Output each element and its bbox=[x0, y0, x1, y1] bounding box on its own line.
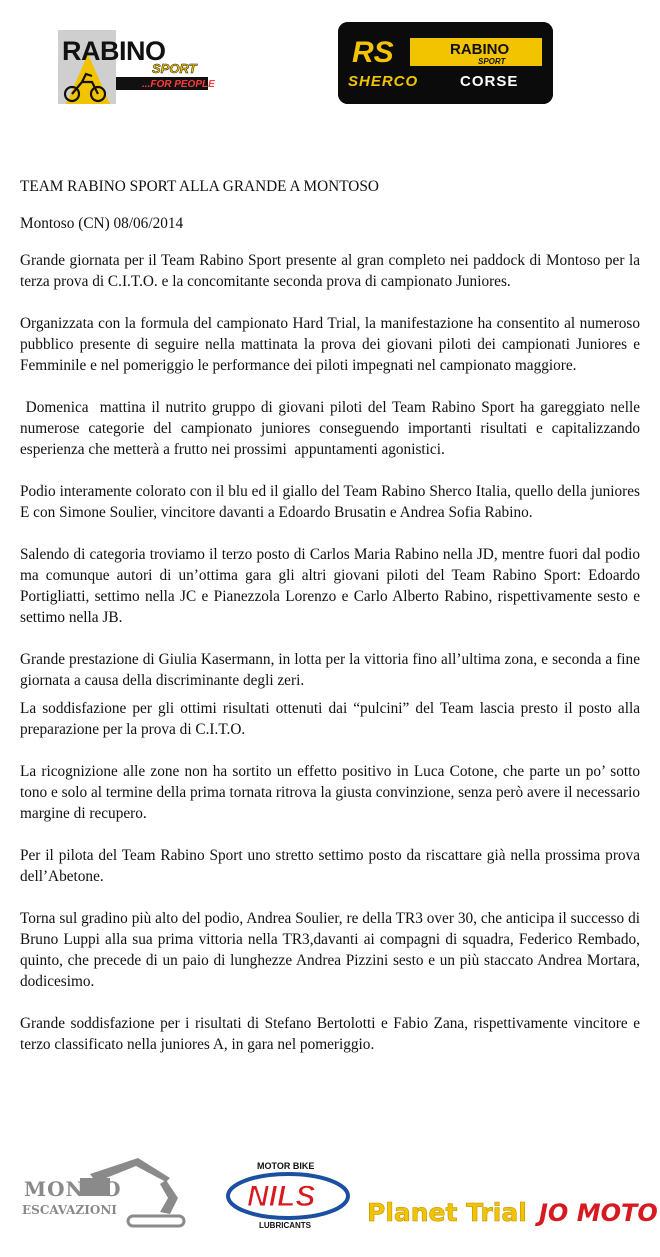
nils-bottom-text: LUBRICANTS bbox=[259, 1221, 311, 1230]
article-dateline: Montoso (CN) 08/06/2014 bbox=[20, 215, 184, 232]
sherco-text: SHERCO bbox=[348, 73, 419, 90]
corse-text: CORSE bbox=[460, 73, 519, 90]
press-release bbox=[20, 176, 644, 1076]
rabino-sherco-corse-logo bbox=[338, 22, 553, 104]
rabino-sport-logo bbox=[58, 24, 218, 106]
mondo-escavazioni-logo bbox=[20, 1152, 190, 1232]
excavator-track bbox=[128, 1216, 184, 1226]
logo-tagline: ...FOR PEOPLE bbox=[142, 79, 215, 90]
paragraph: Per il pilota del Team Rabino Sport uno stretto settimo posto da riscattare già nella prossima prova dell’Abetone. bbox=[20, 847, 640, 885]
planet-trial-text: Planet Trial bbox=[367, 1198, 527, 1227]
paragraph: Grande prestazione di Giulia Kasermann, in lotta per la vittoria fino all’ultima zona, e seconda a fine giornata a causa della discriminante degli zeri. bbox=[20, 651, 640, 689]
paragraph: Grande soddisfazione per i risultati di Stefano Bertolotti e Fabio Zana, rispettivamente vincitore e terzo classificato nella juniores A, in gara nel pomeriggio. bbox=[20, 1015, 640, 1053]
planet-trial-logo bbox=[365, 1188, 527, 1230]
mondo-text: MONDO bbox=[24, 1177, 122, 1201]
jo-moto-text: JO MOTO bbox=[539, 1199, 658, 1227]
paragraph: Organizzata con la formula del campionato Hard Trial, la manifestazione ha consentito al numeroso pubblico presente di seguire nella mattinata la prova dei giovani piloti dei campionati Juniores e Femminile e nel pomeriggio le performance dei piloti impegnati nel campionato maggiore. bbox=[20, 315, 640, 374]
paragraph: Podio interamente colorato con il blu ed il giallo del Team Rabino Sherco Italia, quello della juniores E con Simone Soulier, vincitore davanti a Edoardo Brusatin e Andrea Sofia Rabino. bbox=[20, 483, 640, 521]
rs-mark: RS bbox=[352, 36, 394, 69]
paragraph: Domenica mattina il nutrito gruppo di giovani piloti del Team Rabino Sport ha gareggiato nelle numerose categorie del campionato juniores conseguendo importanti risultati e capitalizzando esperienza che metterà a frutto nei prossimi appuntamenti agonistici. bbox=[20, 399, 644, 458]
nils-top-text: MOTOR BIKE bbox=[257, 1161, 315, 1171]
nils-mark: NILS bbox=[247, 1180, 316, 1213]
nils-lubricants-logo bbox=[225, 1156, 351, 1232]
escavazioni-text: ESCAVAZIONI bbox=[22, 1203, 117, 1217]
logo-sub: SPORT bbox=[152, 61, 197, 76]
paragraph: La ricognizione alle zone non ha sortito un effetto positivo in Luca Cotone, che parte un po’ sotto tono e solo al termine della prima tornata ritrova la giusta convinzione, senza però avere il necessario margine di recupero. bbox=[20, 763, 640, 822]
article-title: TEAM RABINO SPORT ALLA GRANDE A MONTOSO bbox=[20, 178, 379, 195]
jo-moto-logo bbox=[535, 1188, 658, 1230]
paragraph: La soddisfazione per gli ottimi risultati ottenuti dai “pulcini” del Team lascia presto il posto alla preparazione per la prova di C.I.T.O. bbox=[20, 700, 640, 738]
paragraph: Grande giornata per il Team Rabino Sport presente al gran completo nei paddock di Montoso per la terza prova di C.I.T.O. e la concomitante seconda prova di campionato Juniores. bbox=[20, 252, 640, 290]
paragraph: Salendo di categoria troviamo il terzo posto di Carlos Maria Rabino nella JD, mentre fuori dal podio ma comunque autori di un’ottima gara gli altri giovani piloti del Team Rabino Sport: Edoardo Portigliatti, settimo nella JC e Pianezzola Lorenzo e Carlo Alberto Rabino, rispettivamente sesto e settimo nella JB. bbox=[20, 546, 640, 626]
paragraph: Torna sul gradino più alto del podio, Andrea Soulier, re della TR3 over 30, che anticipa il successo di Bruno Luppi alla sua prima vittoria nella TR3,davanti ai compagni di squadra, Federico Rembado, quinto, che precede di un paio di lunghezze Andrea Pizzini sesto e un più staccato Andrea Mortara, dodicesimo. bbox=[20, 910, 640, 990]
logo-word: RABINO bbox=[62, 36, 166, 66]
team-brand: RABINO bbox=[450, 41, 510, 58]
team-brand-sub: SPORT bbox=[478, 57, 506, 66]
